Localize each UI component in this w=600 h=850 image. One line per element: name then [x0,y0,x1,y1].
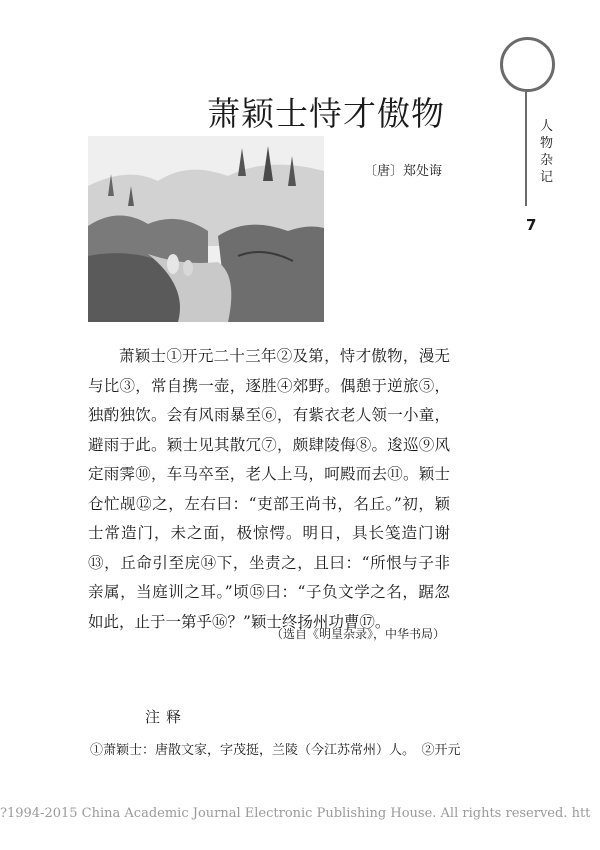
article-body: 萧颖士①开元二十三年②及第，恃才傲物，漫无与比③，常自携一壶，逐胜④郊野。偶憩于逆旅⑤，独酌独饮。会有风雨暴至⑥，有紫衣老人领一小童，避雨于此。颖士见其散冗⑦，颇肆陵侮⑧。逡巡⑨风定雨霁⑩，车马卒至，老人上马，呵殿而去⑪。颖士仓忙觇⑫之，左右曰：“吏部王尚书，名丘。”初，颖士常造门，未之面，极惊愕。明日，具长笺造门谢⑬，丘命引至庑⑭下，坐责之，且曰：“所恨与子非亲属，当庭训之耳。”顷⑮曰：“子负文学之名，踞忽如此，止于一第乎⑯？”颖士终扬州功曹⑰。 [88,347,450,631]
section-label: 人物杂记 [540,119,555,185]
copyright-footer: ?1994-2015 China Academic Journal Electronic Publishing House. All rights reserved. htt [0,806,591,821]
page-number: 7 [526,216,537,234]
note-line: ①萧颖士：唐散文家，字茂挺，兰陵（今江苏常州）人。 ②开元 [90,743,461,758]
landscape-painting-icon [88,136,324,322]
notes-heading: 注释 [145,708,188,726]
sidebar-divider [525,92,527,206]
source-citation: （选自《明皇杂录》，中华书局） [270,627,445,641]
article-title: 萧颖士恃才傲物 [207,94,445,133]
article-byline: 〔唐〕郑处诲 [363,164,442,179]
decorative-circle [500,37,555,92]
